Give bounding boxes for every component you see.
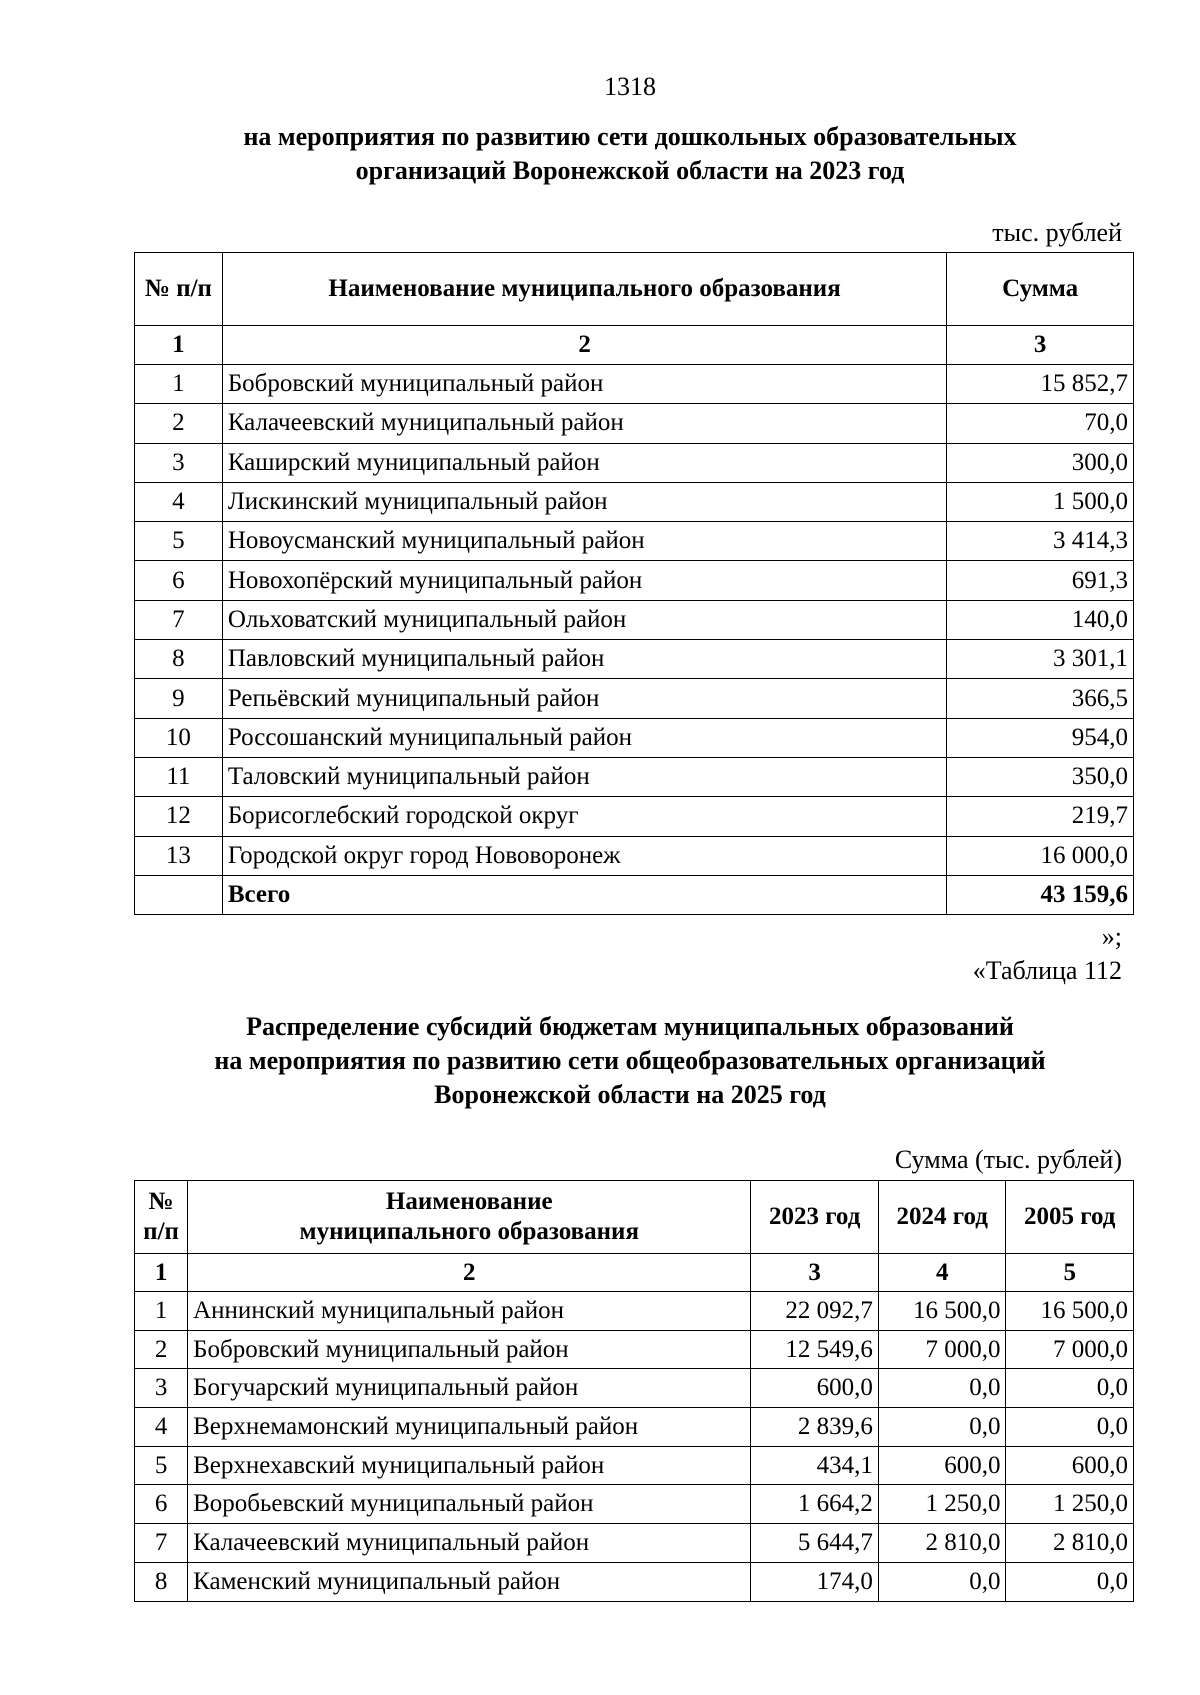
table2 [134, 1180, 1134, 1602]
row-sum: 219,7 [947, 797, 1134, 836]
table2-title-line: на мероприятия по развитию сети общеобразовательных организаций [214, 1046, 1046, 1075]
row-number: 9 [135, 679, 223, 718]
row-name: Ольховатский муниципальный район [222, 600, 947, 639]
table-row [135, 757, 1134, 796]
table1-header-num: № п/п [135, 253, 223, 326]
table2-header-name [188, 1181, 751, 1254]
row-value-2023: 600,0 [751, 1369, 879, 1408]
table2-header-name-line: Наименование [385, 1188, 553, 1215]
row-number: 4 [135, 482, 223, 521]
row-name: Репьёвский муниципальный район [222, 679, 947, 718]
table1-total-sum: 43 159,6 [947, 875, 1134, 914]
row-sum: 300,0 [947, 443, 1134, 482]
table-row [135, 1524, 1134, 1563]
row-number: 3 [135, 443, 223, 482]
table-row [135, 404, 1134, 443]
row-sum: 140,0 [947, 600, 1134, 639]
row-sum: 366,5 [947, 679, 1134, 718]
row-number: 5 [135, 522, 223, 561]
table2-colnum: 2 [188, 1254, 751, 1292]
table2-unit: Сумма (тыс. рублей) [894, 1145, 1122, 1174]
row-value-2024: 0,0 [878, 1408, 1006, 1447]
table1-title [130, 120, 1130, 188]
table-row [135, 482, 1134, 521]
row-value-2023: 2 839,6 [751, 1408, 879, 1447]
row-value-2023: 5 644,7 [751, 1524, 879, 1563]
table-row [135, 1292, 1134, 1331]
row-number: 5 [135, 1446, 188, 1485]
row-value-2024: 0,0 [878, 1369, 1006, 1408]
table2-header-num-line: № [148, 1188, 174, 1215]
table2-colnum: 5 [1006, 1254, 1134, 1292]
table1-header-row [135, 253, 1134, 326]
row-name: Калачеевский муниципальный район [188, 1524, 751, 1563]
table2-colnum: 1 [135, 1254, 188, 1292]
row-name: Бобровский муниципальный район [222, 365, 947, 404]
row-sum: 70,0 [947, 404, 1134, 443]
row-number: 4 [135, 1408, 188, 1447]
table1-colnum: 3 [947, 326, 1134, 365]
row-name: Россошанский муниципальный район [222, 718, 947, 757]
table1-colnum: 2 [222, 326, 947, 365]
table-row [135, 1330, 1134, 1369]
row-value-2005: 16 500,0 [1006, 1292, 1134, 1331]
table2-title [130, 1010, 1130, 1112]
row-value-2023: 12 549,6 [751, 1330, 879, 1369]
row-number: 6 [135, 1485, 188, 1524]
row-number: 7 [135, 1524, 188, 1563]
row-number: 1 [135, 365, 223, 404]
table-row [135, 836, 1134, 875]
row-sum: 3 301,1 [947, 640, 1134, 679]
table-row [135, 640, 1134, 679]
row-value-2023: 174,0 [751, 1562, 879, 1601]
row-name: Верхнехавский муниципальный район [188, 1446, 751, 1485]
table1-header-sum: Сумма [947, 253, 1134, 326]
table-row [135, 1446, 1134, 1485]
row-value-2005: 0,0 [1006, 1408, 1134, 1447]
table2-title-line: Воронежской области на 2025 год [434, 1080, 826, 1109]
row-name: Аннинский муниципальный район [188, 1292, 751, 1331]
row-name: Верхнемамонский муниципальный район [188, 1408, 751, 1447]
row-number: 8 [135, 640, 223, 679]
table-row [135, 679, 1134, 718]
table-row [135, 797, 1134, 836]
table1 [134, 252, 1134, 915]
row-value-2024: 600,0 [878, 1446, 1006, 1485]
table2-header-year: 2005 год [1006, 1181, 1134, 1254]
table-row [135, 1408, 1134, 1447]
table2-column-numbers [135, 1254, 1134, 1292]
row-name: Павловский муниципальный район [222, 640, 947, 679]
row-name: Таловский муниципальный район [222, 757, 947, 796]
table2-header-num [135, 1181, 188, 1254]
page-number: 1318 [604, 72, 656, 101]
row-number: 11 [135, 757, 223, 796]
row-name: Лискинский муниципальный район [222, 482, 947, 521]
row-number: 2 [135, 404, 223, 443]
row-value-2005: 1 250,0 [1006, 1485, 1134, 1524]
table2-header-row [135, 1181, 1134, 1254]
table-row [135, 561, 1134, 600]
row-name: Калачеевский муниципальный район [222, 404, 947, 443]
table2-colnum: 4 [878, 1254, 1006, 1292]
row-sum: 3 414,3 [947, 522, 1134, 561]
row-value-2024: 2 810,0 [878, 1524, 1006, 1563]
row-number: 6 [135, 561, 223, 600]
table-row [135, 522, 1134, 561]
row-number: 3 [135, 1369, 188, 1408]
table1-total-label: Всего [222, 875, 947, 914]
table1-colnum: 1 [135, 326, 223, 365]
table1-title-line: на мероприятия по развитию сети дошкольных образовательных [243, 122, 1017, 151]
row-name: Городской округ город Нововоронеж [222, 836, 947, 875]
row-value-2024: 7 000,0 [878, 1330, 1006, 1369]
row-number: 10 [135, 718, 223, 757]
table-row [135, 718, 1134, 757]
row-number: 13 [135, 836, 223, 875]
row-name: Богучарский муниципальный район [188, 1369, 751, 1408]
row-value-2005: 600,0 [1006, 1446, 1134, 1485]
row-value-2005: 2 810,0 [1006, 1524, 1134, 1563]
row-sum: 16 000,0 [947, 836, 1134, 875]
row-number: 1 [135, 1292, 188, 1331]
table1-header-name: Наименование муниципального образования [222, 253, 947, 326]
row-name: Новоусманский муниципальный район [222, 522, 947, 561]
table-row [135, 1485, 1134, 1524]
row-value-2023: 434,1 [751, 1446, 879, 1485]
table-row [135, 365, 1134, 404]
row-name: Воробьевский муниципальный район [188, 1485, 751, 1524]
row-name: Борисоглебский городской округ [222, 797, 947, 836]
table2-header-num-line: п/п [143, 1218, 179, 1245]
table2-title-line: Распределение субсидий бюджетам муниципальных образований [246, 1012, 1014, 1041]
row-value-2023: 22 092,7 [751, 1292, 879, 1331]
row-value-2024: 0,0 [878, 1562, 1006, 1601]
row-value-2024: 16 500,0 [878, 1292, 1006, 1331]
row-name: Новохопёрский муниципальный район [222, 561, 947, 600]
row-value-2005: 7 000,0 [1006, 1330, 1134, 1369]
table1-closing: »; [1101, 922, 1122, 951]
table2-header-year: 2024 год [878, 1181, 1006, 1254]
table2-header-year: 2023 год [751, 1181, 879, 1254]
table1-total-row [135, 875, 1134, 914]
row-value-2005: 0,0 [1006, 1369, 1134, 1408]
table1-column-numbers [135, 326, 1134, 365]
row-sum: 350,0 [947, 757, 1134, 796]
table-row [135, 1369, 1134, 1408]
row-number: 8 [135, 1562, 188, 1601]
row-value-2005: 0,0 [1006, 1562, 1134, 1601]
row-value-2024: 1 250,0 [878, 1485, 1006, 1524]
table-row [135, 443, 1134, 482]
row-number: 7 [135, 600, 223, 639]
table-row [135, 600, 1134, 639]
next-table-label: «Таблица 112 [972, 956, 1122, 985]
table-row [135, 1562, 1134, 1601]
row-number: 2 [135, 1330, 188, 1369]
row-name: Бобровский муниципальный район [188, 1330, 751, 1369]
row-number: 12 [135, 797, 223, 836]
row-name: Каширский муниципальный район [222, 443, 947, 482]
table1-total-empty [135, 875, 223, 914]
table1-title-line: организаций Воронежской области на 2023 год [355, 156, 905, 185]
row-sum: 691,3 [947, 561, 1134, 600]
row-sum: 15 852,7 [947, 365, 1134, 404]
row-name: Каменский муниципальный район [188, 1562, 751, 1601]
row-sum: 1 500,0 [947, 482, 1134, 521]
table2-header-name-line: муниципального образования [299, 1218, 639, 1245]
row-value-2023: 1 664,2 [751, 1485, 879, 1524]
table1-unit: тыс. рублей [992, 218, 1122, 247]
row-sum: 954,0 [947, 718, 1134, 757]
table2-colnum: 3 [751, 1254, 879, 1292]
